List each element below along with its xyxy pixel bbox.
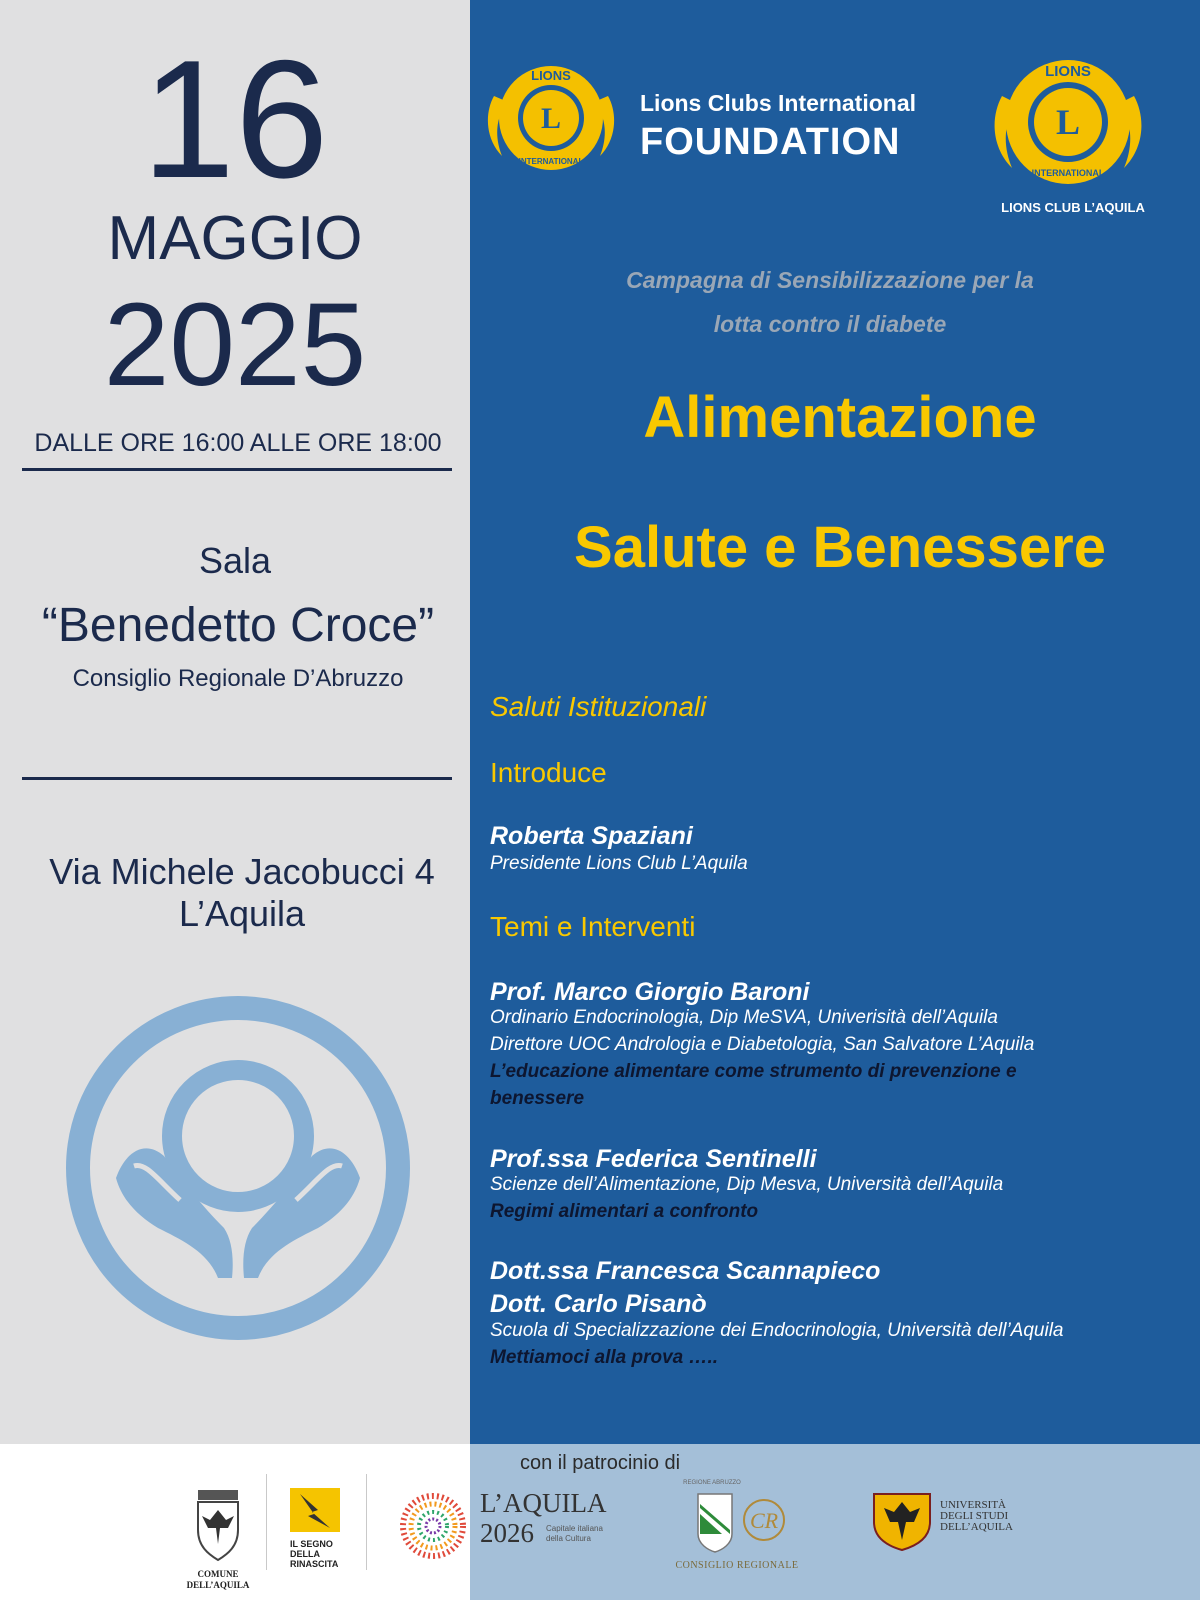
talk-2-topic-1: Regimi alimentari a confronto (490, 1201, 759, 1222)
venue-street: Via Michele Jacobucci 4 (49, 851, 435, 892)
talks-label: Temi e Interventi (490, 911, 696, 942)
patronage-label: con il patrocinio di (520, 1452, 681, 1474)
regione-bottom: CONSIGLIO REGIONALE (675, 1560, 799, 1571)
venue-city: L’Aquila (178, 893, 306, 934)
lions-club-emblem-bottom: INTERNATIONAL (1031, 168, 1105, 178)
event-year: 2025 (103, 279, 367, 411)
lions-emblem-top: LIONS (531, 68, 571, 83)
segno-line-2: DELLA (290, 1549, 320, 1559)
campaign-line-1: Campagna di Sensibilizzazione per la (626, 267, 1034, 293)
intro-label: Introduce (490, 757, 607, 788)
event-day: 16 (141, 25, 329, 213)
regione-crest-icon (672, 1490, 802, 1554)
talk-1-affiliation-2: Direttore UOC Andrologia e Diabetologia, San Salvatore L’Aquila (490, 1034, 1035, 1055)
talk-1-affiliation-1: Ordinario Endocrinologia, Dip MeSVA, Univerisità dell’Aquila (490, 1007, 998, 1028)
university-crest-icon (870, 1488, 934, 1552)
talk-3-topic-1: Mettiamoci alla prova ….. (490, 1347, 719, 1368)
intro-speaker-role: Presidente Lions Club L’Aquila (490, 853, 748, 874)
capital-name: L’AQUILA (480, 1488, 607, 1518)
council-name: Consiglio Regionale D’Abruzzo (72, 665, 404, 692)
aquila-2026-logo (392, 1486, 622, 1566)
lions-club-emblem-top: LIONS (1045, 63, 1091, 80)
lions-club-emblem-icon (990, 48, 1146, 196)
event-hours: DALLE ORE 16:00 ALLE ORE 18:00 (34, 429, 442, 457)
event-title-line-2: Salute e Benessere (574, 515, 1106, 580)
regione-top: REGIONE ABRUZZO (683, 1480, 741, 1486)
talk-1-topic-1: L’educazione alimentare come strumento di prevenzione e (490, 1061, 1017, 1082)
campaign-line-2: lotta contro il diabete (713, 311, 947, 337)
left-panel (0, 0, 470, 1444)
foundation-line-1: Lions Clubs International (640, 90, 917, 116)
event-title-line-1: Alimentazione (643, 385, 1037, 450)
divider (22, 468, 452, 471)
segno-logo (290, 1488, 360, 1578)
greetings-label: Saluti Istituzionali (490, 691, 707, 722)
diabetes-circle-icon (60, 990, 416, 1346)
dotted-circle-icon (392, 1486, 474, 1566)
talk-3-affiliation-1: Scuola di Specializzazione dei Endocrinologia, Università dell’Aquila (490, 1320, 1064, 1341)
campaign-subtitle (520, 258, 1140, 346)
talk-1-topic-2: benessere (490, 1088, 585, 1109)
univ-line-3: DELL’AQUILA (940, 1521, 1013, 1533)
club-caption: LIONS CLUB L’AQUILA (1001, 200, 1145, 215)
logo-separator (366, 1474, 367, 1570)
talk-3-speaker-1: Dott.ssa Francesca Scannapieco (490, 1257, 881, 1285)
svg-text:CR: CR (749, 1508, 779, 1533)
capital-year: 2026 (480, 1518, 534, 1548)
talk-1-speaker: Prof. Marco Giorgio Baroni (490, 978, 810, 1006)
foundation-line-2: FOUNDATION (640, 121, 901, 163)
comune-logo (176, 1484, 260, 1590)
intro-speaker-name: Roberta Spaziani (490, 822, 693, 850)
lions-emblem-bottom: INTERNATIONAL (518, 157, 584, 166)
divider (22, 777, 452, 780)
talk-3-speaker-2: Dott. Carlo Pisanò (490, 1290, 707, 1318)
talk-2-affiliation-1: Scienze dell’Alimentazione, Dip Mesva, Università dell’Aquila (490, 1174, 1004, 1195)
univ-line-1: UNIVERSITÀ (940, 1499, 1006, 1511)
comune-crest-icon (176, 1484, 260, 1564)
lions-emblem-icon (484, 56, 618, 180)
hall-name: “Benedetto Croce” (41, 599, 435, 652)
segno-line-3: RINASCITA (290, 1559, 339, 1569)
capital-tagline-1: Capitale italiana (546, 1524, 603, 1533)
talk-2-speaker: Prof.ssa Federica Sentinelli (490, 1145, 817, 1173)
lightning-icon (290, 1488, 340, 1532)
univ-line-2: DEGLI STUDI (940, 1510, 1009, 1522)
consiglio-regionale-logo (662, 1480, 812, 1572)
event-month: MAGGIO (107, 204, 363, 273)
capital-tagline-2: della Cultura (546, 1534, 591, 1543)
logo-separator (266, 1474, 267, 1570)
university-logo (870, 1488, 1020, 1560)
svg-text:L: L (540, 102, 562, 135)
hall-label: Sala (198, 540, 272, 581)
comune-name: COMUNE DELL’AQUILA (186, 1569, 250, 1590)
segno-line-1: IL SEGNO (290, 1539, 333, 1549)
svg-text:L: L (1055, 102, 1081, 142)
